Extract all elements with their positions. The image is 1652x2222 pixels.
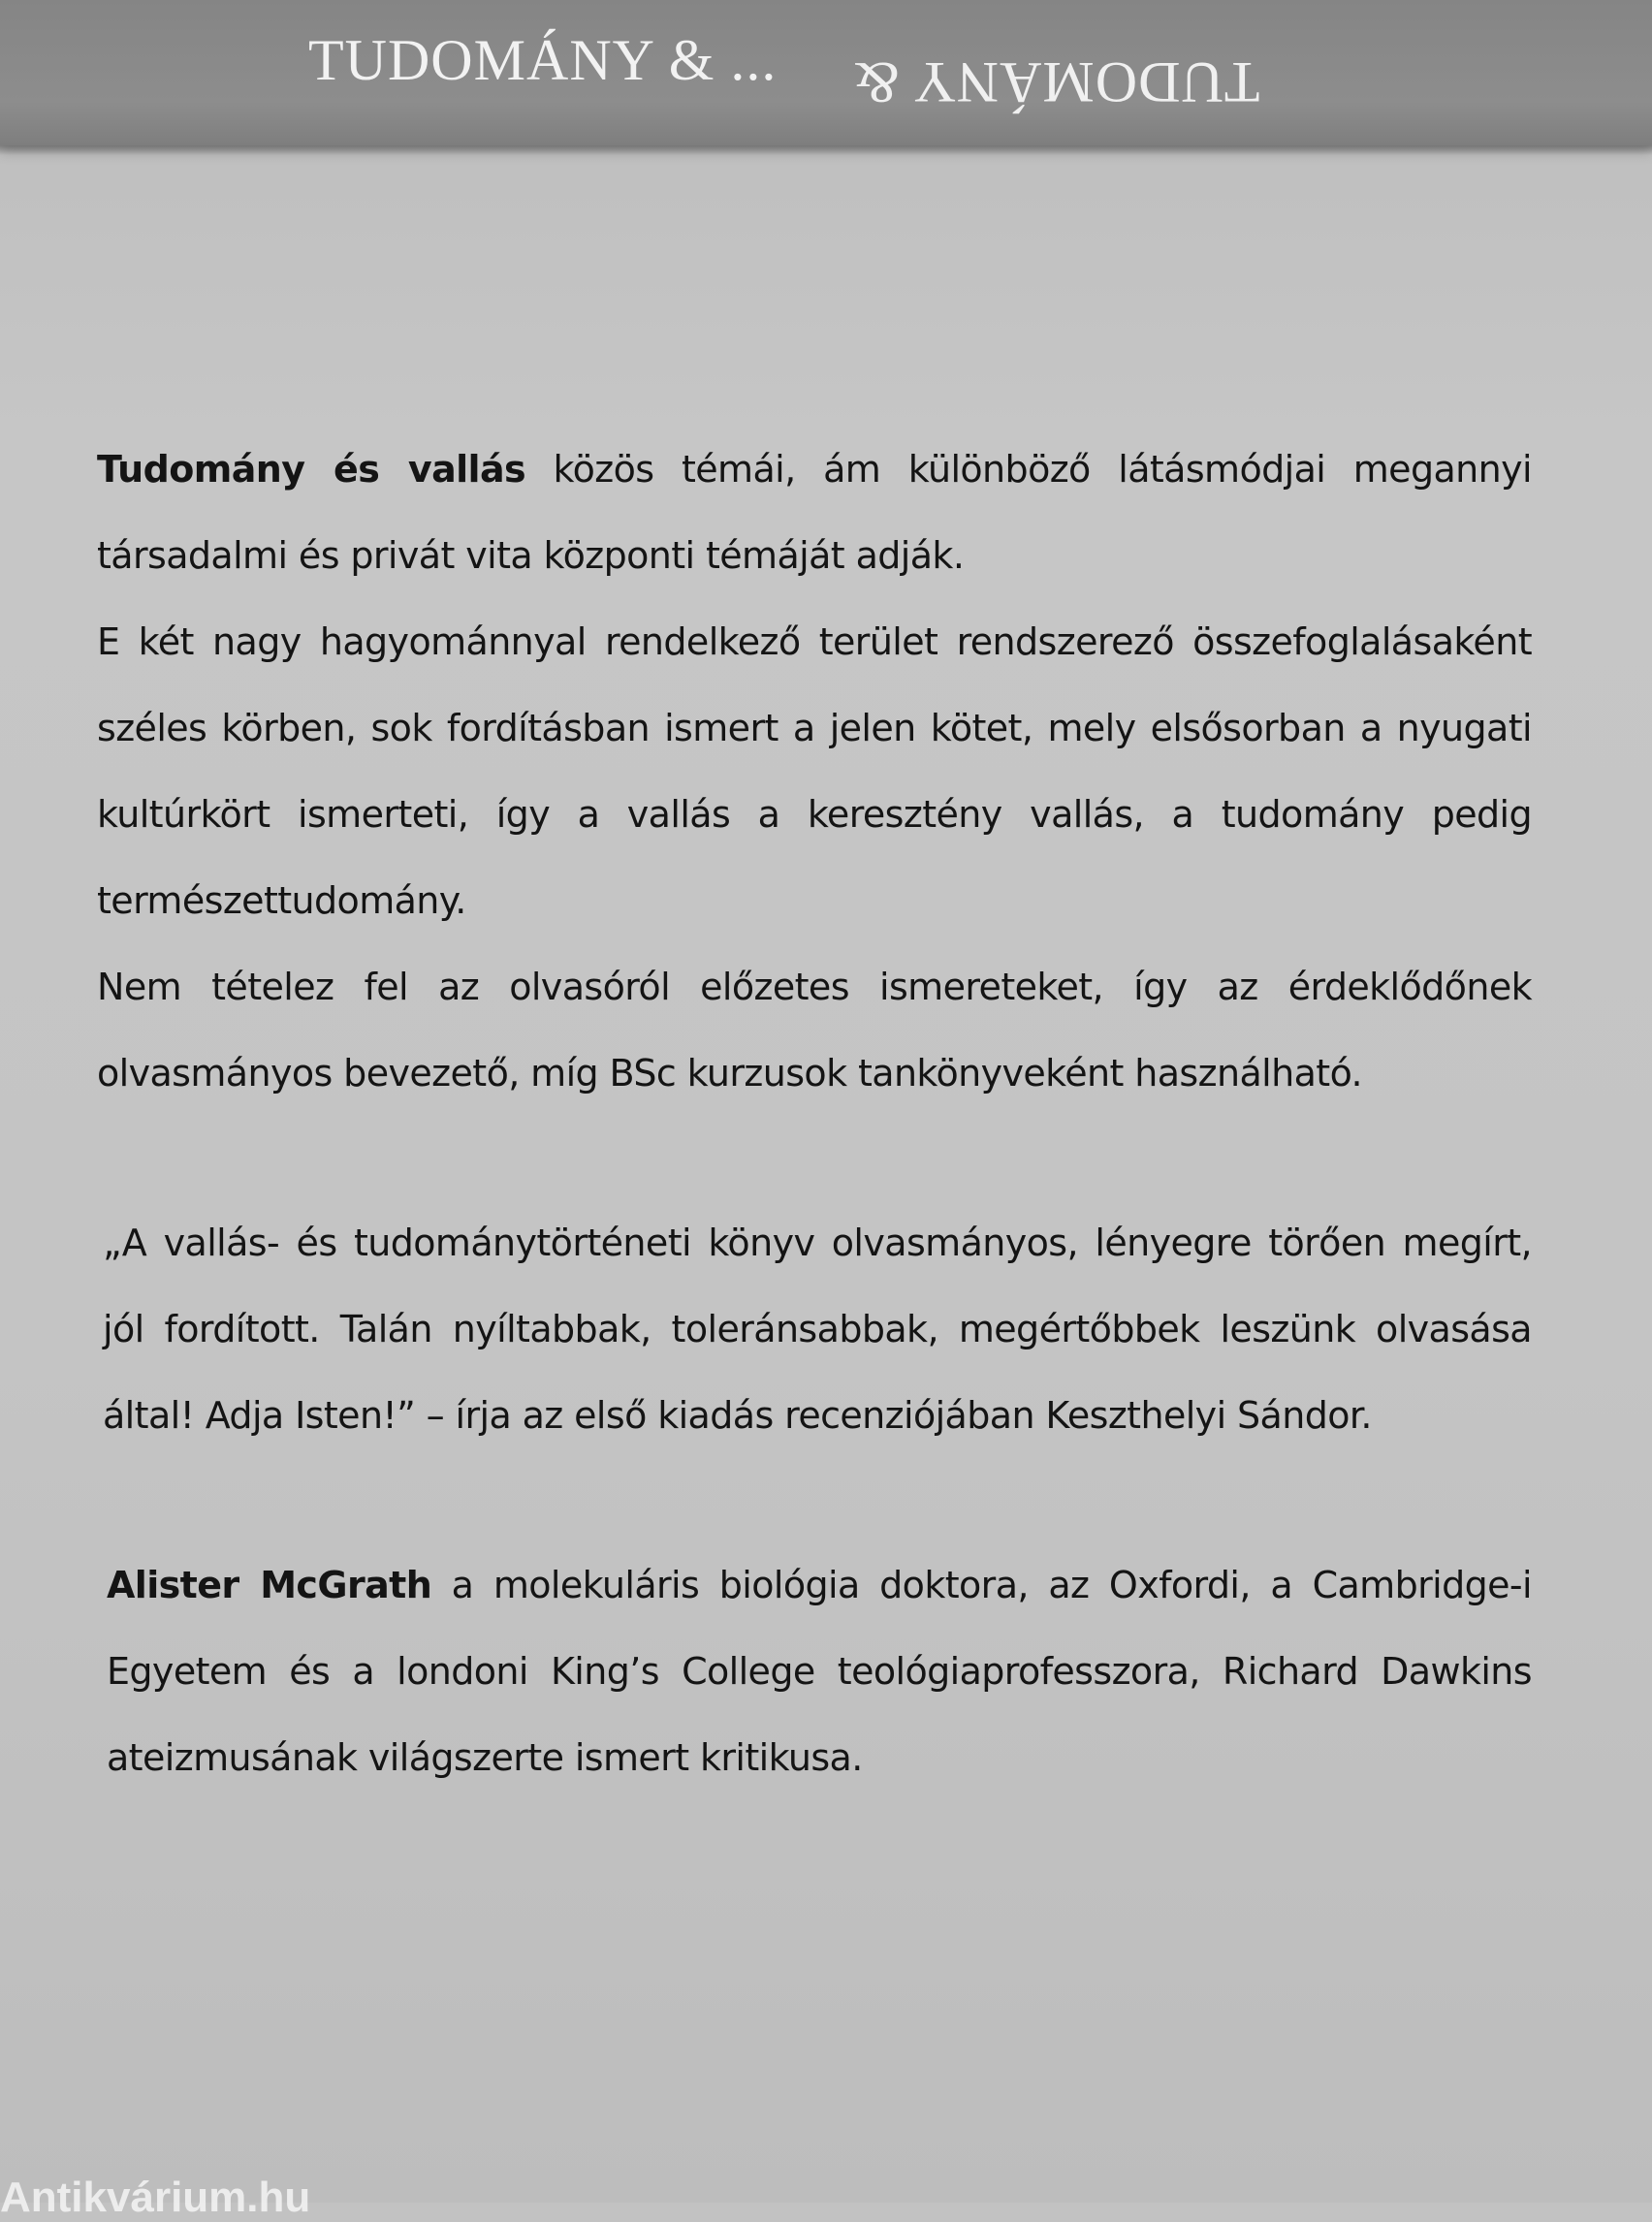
review-quote: „A vallás- és tudománytörténeti könyv olvasmányos, lényegre törően megírt, jól fordított. Talán nyíltabbak, toleránsabbak, megértőbbek leszünk olvasása által! Adja Isten!” – írja az első kiadás recenziójában Keszthelyi Sándor. bbox=[103, 1222, 1532, 1437]
author-bio-text: a molekuláris biológia doktora, az Oxfordi, a Cambridge-i Egyetem és a londoni King’s College teológiaprofesszora, Richard Dawkins ateizmusának világszerte ismert kritikusa. bbox=[107, 1564, 1532, 1779]
intro-rest: közös témái, ám különböző látásmódjai megannyi társadalmi és privát vita központi témáját adják. bbox=[97, 448, 1532, 577]
intro-bold-phrase: Tudomány és vallás bbox=[97, 448, 526, 491]
paragraph-spacer bbox=[97, 1117, 1532, 1200]
intro-paragraph bbox=[97, 427, 1532, 599]
watermark: Antikvárium.hu bbox=[0, 2174, 311, 2221]
paragraph-spacer bbox=[97, 1459, 1532, 1542]
series-title-mirrored: TUDOMÁNY & bbox=[853, 50, 1260, 114]
series-header-band bbox=[0, 0, 1652, 145]
author-bio bbox=[97, 1542, 1532, 1801]
scope-paragraph: E két nagy hagyománnyal rendelkező terület rendszerező összefoglalásaként széles körben, sok fordításban ismert a jelen kötet, mely elsősorban a nyugati kultúrkört ismerteti, így a vallás a keresztény vallás, a tudomány pedig természettudomány. bbox=[97, 620, 1532, 922]
author-name: Alister McGrath bbox=[107, 1564, 432, 1606]
series-title: TUDOMÁNY & ... bbox=[308, 28, 778, 92]
blurb-text bbox=[97, 427, 1532, 1801]
audience-paragraph: Nem tételez fel az olvasóról előzetes ismereteket, így az érdeklődőnek olvasmányos bevezető, míg BSc kurzusok tankönyveként használható. bbox=[97, 966, 1532, 1095]
